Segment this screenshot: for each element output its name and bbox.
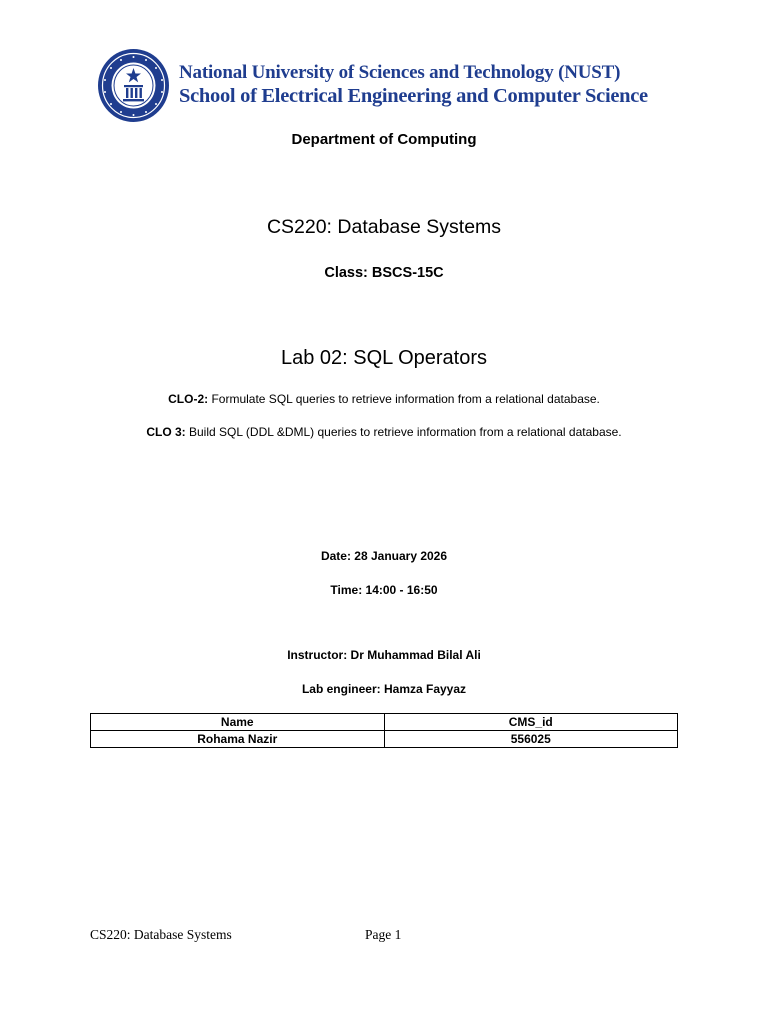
clo-text: Formulate SQL queries to retrieve information from a relational database. bbox=[208, 392, 600, 406]
footer-course: CS220: Database Systems bbox=[90, 927, 232, 942]
class-label: Class: BSCS-15C bbox=[324, 265, 444, 281]
lab-date: Date: 28 January 2026 bbox=[320, 549, 448, 563]
clo-3-line bbox=[0, 425, 768, 439]
clo-2-line bbox=[0, 392, 768, 406]
instructor-name: Instructor: Dr Muhammad Bilal Ali bbox=[287, 648, 481, 662]
table-header-cell: CMS_id bbox=[384, 714, 678, 731]
table-row bbox=[91, 731, 678, 748]
lab-time: Time: 14:00 - 16:50 bbox=[330, 583, 438, 597]
lab-title: Lab 02: SQL Operators bbox=[280, 347, 488, 369]
table-cell: Rohama Nazir bbox=[91, 731, 385, 748]
student-info-table bbox=[90, 713, 678, 748]
clo-label: CLO 3: bbox=[146, 425, 186, 439]
nust-crest-icon bbox=[97, 48, 170, 123]
table-header-cell: Name bbox=[91, 714, 385, 731]
course-title: CS220: Database Systems bbox=[266, 216, 502, 238]
table-header-row bbox=[91, 714, 678, 731]
department-heading: Department of Computing bbox=[291, 131, 477, 148]
university-name-block bbox=[179, 62, 648, 108]
clo-text: Build SQL (DDL &DML) queries to retrieve information from a relational database. bbox=[185, 425, 622, 439]
lab-engineer-name: Lab engineer: Hamza Fayyaz bbox=[301, 682, 467, 696]
document-header bbox=[97, 48, 697, 124]
table-cell: 556025 bbox=[384, 731, 678, 748]
clo-label: CLO-2: bbox=[168, 392, 209, 406]
footer-page-number: Page 1 bbox=[365, 927, 402, 942]
university-name: National University of Sciences and Technology (NUST) bbox=[179, 62, 621, 83]
school-name: School of Electrical Engineering and Computer Science bbox=[179, 85, 648, 107]
